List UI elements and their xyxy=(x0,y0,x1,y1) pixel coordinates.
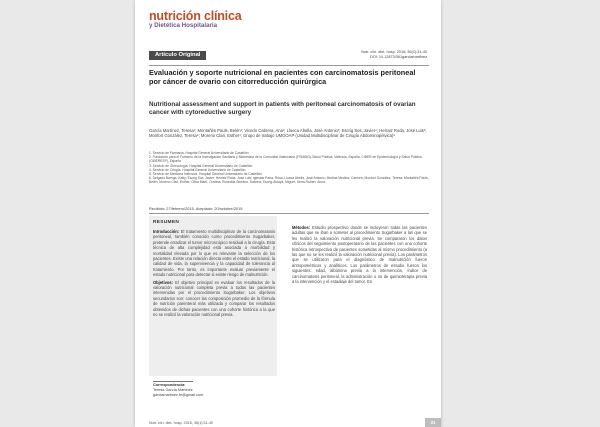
abstract-methods xyxy=(292,225,427,284)
divider xyxy=(149,65,429,66)
correspondence-label: Correspondencia: xyxy=(153,383,186,387)
correspondence-rule xyxy=(153,381,193,382)
affiliation: 6. Delgado Barriga, Katty; Escrig Sos, Javier; Herraiz Roda, José Luis; Iglesias Parra, Rosa; Llueca Abella, José Antonio; Medina Medina, Carmen; Monfort González, Teresa; Montañés Pauls, Belén; Moreno Clari, Esther; Oliva Martí, Cristina; Rovedda Serrano, Sabrina; Escrig-Aldaya, Miguel; Serra Rubert, Anna. xyxy=(149,176,429,185)
journal-page xyxy=(135,0,441,427)
section-label: Artículo Original xyxy=(149,51,206,60)
methods-label: Métodos: xyxy=(292,225,311,230)
intro-text: El tratamiento multidisciplinar de la carcinomatosis peritoneal, también conocido como procedimiento Sugarbaker, pretende erradicar el tumor microscópico residual a la cirugía. Esta técnica de alta complejidad está asociada a morbilidad y mortalidad elevada por lo que es relevante la selección de los pacientes. Existe una relación directa entre el estado nutricional, la calidad de vida, la supervivencia y la capacidad de tolerancia al tratamiento. Por tanto, es importante evaluar previamente el estado nutricional para detectar si existe riesgo de malnutrición. xyxy=(153,229,275,278)
title-spanish: Evaluación y soporte nutricional en pacientes con carcinomatosis peritoneal por cáncer de ovario con citorreducción quirúrgica xyxy=(149,68,416,86)
logo-subtitle: y Dietética Hospitalaria xyxy=(149,21,218,29)
footer-citation: Nutr. clín. diet. hosp. 2016; 36(1):31-40 xyxy=(149,421,213,425)
citation-reference xyxy=(361,50,427,60)
divider xyxy=(149,213,429,214)
correspondence xyxy=(153,383,275,397)
affiliation: 3. Servicio de Ginecología. Hospital General Universitario de Castellón. xyxy=(149,163,254,168)
objectives-text: El objetivo principal es evaluar los resultados de la valoración nutricional completa previa a todas las pacientes intervenidas por el procedimiento Sugarbaker. Los objetivos secundarios son: conocer las composición promedio de la fórmula de nutrición parenteral más utilizada y comparar los resultados obtenidos de dichas pacientes con una cohorte histórica a la que no se realizó la valoración nutricional previa. xyxy=(153,279,275,318)
affiliation: 2. Fundación para el Fomento de la Investigación Sanitaria y Biomédica de la Comunitat Valenciana (FISABIO)-Salud Pública, Valencia, España. CIBER de Epidemiología y Salud Pública (CIBERESP), España. xyxy=(149,155,422,164)
abstract-intro xyxy=(153,229,275,278)
correspondence-email: garciamartinez.te@gmail.com xyxy=(153,392,204,397)
affiliations xyxy=(149,151,429,185)
doi-line: DOI: 10.12873/361garciamartinez xyxy=(370,55,427,59)
page-number: 31 xyxy=(425,418,441,427)
abstract-heading: RESUMEN xyxy=(153,220,180,225)
affiliation: 1. Servicio de Farmacia. Hospital General Universitario de Castellón. xyxy=(149,151,250,155)
received-accepted-dates: Recibido: 27/febrero/2015. Aceptado: 20/octubre/2015. xyxy=(149,206,244,211)
objectives-label: Objetivos: xyxy=(153,279,174,285)
author-list: García Martínez, Teresa¹; Montañés Pauls, Belén¹; Vicedo Cabrera, Ana²; Llueca Abella, José Antonio³; Escrig Sos, Javier⁴; Herraiz Roda, José Luis³; Monfort González, Teresa⁵; Moreno Clari, Esther¹; Grupo de trabajo UMOOAP (Unidad Multidisciplinar de Cirugía Abdominopélvica)⁶ xyxy=(149,128,427,139)
intro-label: Introducción: xyxy=(153,229,180,234)
methods-text: Estudio prospectivo donde se incluyeron todas las pacientes adultas que se iban a someter al procedimiento Sugarbaker a las que se les realizó la valoración nutricional previa. Se compararon los datos clínicos del seguimiento postoperatorio de las pacientes con una cohorte histórica retrospectiva de pacientes sometidas al mismo procedimiento (a las que no se les realizó la valoración nutricional previa). Los parámetros que se utilizaron para el diagnóstico de malnutrición fueron antropométricos y analíticos. Los parámetros de estudio fueron los siguientes: edad, albúmina previa a la intervención, índice de carcinomatosis peritoneal, la administración o no de quimioterapia previa a la intervención y el estadiaje del tumor. En xyxy=(292,225,427,285)
citation-line: Nutr. clín. diet. hosp. 2016; 36(1):31-40 xyxy=(361,50,427,54)
logo-title: nutrición clínica xyxy=(149,9,242,23)
abstract-objectives xyxy=(153,280,275,318)
affiliation: 4. Servicio de Cirugía. Hospital General Universitario de Castellón. xyxy=(149,167,247,172)
journal-logo xyxy=(149,10,241,29)
abstract-left-column xyxy=(153,229,275,320)
title-english: Nutritional assessment and support in patients with peritoneal carcinomatosis of ovarian cancer with cytoreductive surgery xyxy=(149,101,416,116)
correspondence-name: Teresa García Martínez xyxy=(153,387,193,392)
abstract-right-column xyxy=(292,225,427,286)
affiliation: 5. Servicio de Medicina Intensiva. Hospital General Universitario de Castellón. xyxy=(149,172,263,177)
